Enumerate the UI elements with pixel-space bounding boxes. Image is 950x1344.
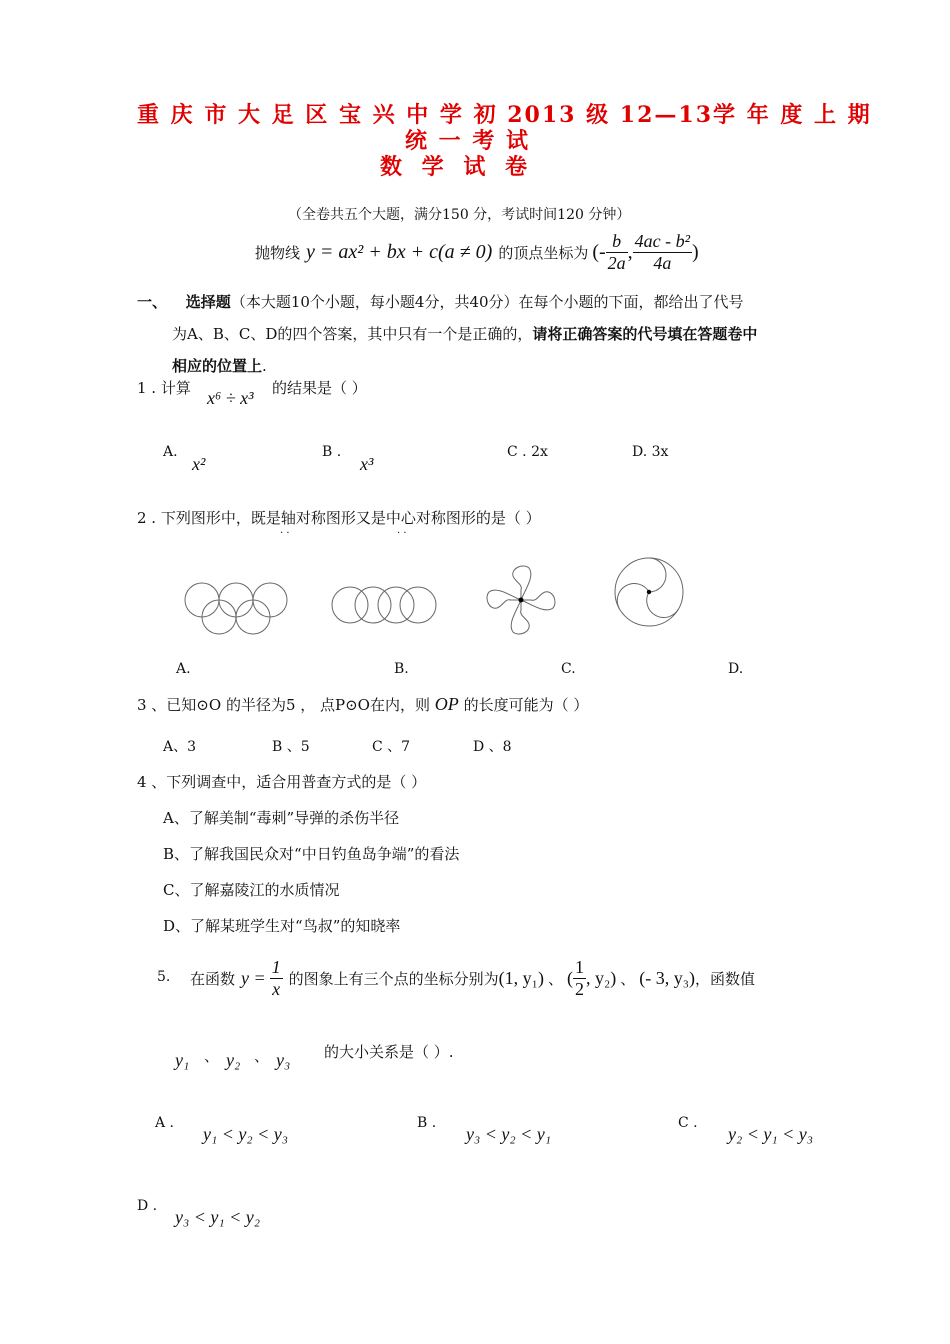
q2-figure-a [180,575,295,637]
q3-line [137,694,588,715]
q5-option-d-label: D . [137,1198,158,1214]
q5-option-b-expr: y₃ < y₂ < y₁ [466,1124,552,1144]
section-desc: （本大题10个小题，每小题4分，共40分）在每个小题的下面，都给出了代号 [230,293,744,311]
fraction-denominator: 4a [653,252,672,273]
q5-line-1 [190,954,755,1002]
q1-option-c: C . 2x [507,444,548,460]
q1-option-b-label: B . [322,444,342,460]
fraction-numerator: b [606,231,628,253]
q2-figure-c [484,563,558,637]
section-1-line-3 [172,355,267,376]
q4-option-a: A、了解美制“毒刺”导弹的杀伤半径 [163,809,400,827]
q1-option-a-label: A. [163,444,178,460]
section-1-line-1 [137,291,744,312]
formula-close: ) [692,240,699,263]
section-1-line-2 [172,323,757,344]
q4-option-b: B、了解我国民众对“中日钓鱼岛争端”的看法 [163,845,460,863]
q5-stem-c: ，函数值 [695,969,756,988]
fraction-4ac-minus-b2-over-4a [633,231,692,274]
q1-tail: 的结果是（ ） [272,379,367,397]
q5-point-3: (- 3, y₃) [639,967,696,988]
q5-func-fraction [270,957,283,1000]
q2-figure-b [330,585,438,625]
q5-option-a-label: A . [155,1115,175,1131]
q3-option-c: C 、7 [372,739,411,755]
formula-comma: , [627,240,633,263]
fraction-denominator: x [272,978,281,999]
section-line-3-end: . [262,357,267,375]
q5-option-c-label: C . [678,1115,698,1131]
q5-var-y2: y₂ [226,1050,241,1070]
formula-open: (- [592,240,606,263]
formula-middle: 的顶点坐标为 [498,243,589,262]
q5-var-y3: y₃ [276,1050,291,1070]
q3-tail: 的长度可能为（ ） [463,696,589,714]
q5-var-sep: 、 [204,1047,220,1065]
section-line-3-bold: 相应的位置上 [172,357,263,375]
q3-option-a: A、3 [163,739,197,755]
fraction-denominator: 2 [574,978,584,999]
q1-option-d: D. 3x [632,444,669,460]
q5-option-c-expr: y₂ < y₁ < y₃ [728,1124,814,1144]
q1-expression: x⁶ ÷ x³ [207,388,254,408]
vertex-formula [255,228,699,276]
q1-stem: 1 . 计算 [137,379,191,397]
q4-stem: 4 、下列调查中，适合用普查方式的是（ ） [137,773,427,791]
q5-option-b-label: B . [417,1115,437,1131]
section-index: 一、 [137,293,168,311]
q5-var-y1: y₁ [175,1050,190,1070]
q5-point-1: (1, y₁) [498,967,544,988]
q5-sep-2: 、 [620,969,636,988]
q5-sep-1: 、 [547,969,563,988]
q5-func-y: y = [241,967,266,988]
q1-option-a-value: x² [192,454,206,474]
q2-label-a: A. [176,661,191,677]
q2-label-c: C. [561,661,576,677]
q2-stem: 2 . 下列图形中，既是轴对称图形又是中心对称图形的是（ ） [137,509,541,527]
formula-prefix: 抛物线 [255,243,301,262]
q2-label-b: B. [394,661,409,677]
formula-expr: y = ax² + bx + c(a ≠ 0) [306,240,493,263]
q2-figure-d [612,555,686,629]
q5-point-2-fraction [573,957,586,1000]
q5-var-sep: 、 [254,1047,270,1065]
fraction-numerator: 1 [574,956,584,977]
section-name: 选择题 [185,293,231,311]
q5-number: 5. [157,969,171,985]
emphasis-dots: · · [280,528,290,539]
emphasis-dots: · · [397,528,407,539]
fraction-denominator: 2a [607,252,626,273]
q5-stem-a: 在函数 [190,969,236,988]
fraction-numerator: 1 [271,956,281,977]
q5-point-2-open: ( [566,967,573,988]
q3-option-d: D 、8 [473,739,512,755]
section-line-2-bold: 请将正确答案的代号填在答题卷中 [532,325,758,343]
title-line-3: 数 学 试 卷 [380,154,533,180]
q5-tail: 的大小关系是（ ）. [324,1043,454,1061]
q4-option-d: D、了解某班学生对“鸟叔”的知晓率 [163,917,401,935]
q3-op: OP [434,694,459,714]
q5-point-2-close: , y₂) [585,967,617,988]
exam-note: （全卷共五个大题，满分150 分，考试时间120 分钟） [288,207,631,223]
fraction-numerator: 4ac - b² [634,230,691,251]
q4-option-c: C、了解嘉陵江的水质情况 [163,881,340,899]
q3-option-b: B 、5 [272,739,310,755]
q2-label-d: D. [728,661,744,677]
title-line-2: 统 一 考 试 [405,128,530,154]
title-line-1: 重 庆 市 大 足 区 宝 兴 中 学 初 2013 级 12—13学 年 度 上 期 [137,102,872,128]
q5-option-a-expr: y₁ < y₂ < y₃ [203,1124,289,1144]
q3-stem: 3 、已知⊙O 的半径为5 ， 点P⊙O在内，则 [137,696,430,714]
section-line-2-plain: 为A、B、C、D的四个答案，其中只有一个是正确的， [172,325,533,343]
q5-stem-b: 的图象上有三个点的坐标分别为 [288,969,499,988]
q5-option-d-expr: y₃ < y₁ < y₂ [175,1207,261,1227]
q1-option-b-value: x³ [360,454,374,474]
fraction-b-over-2a [606,231,628,274]
